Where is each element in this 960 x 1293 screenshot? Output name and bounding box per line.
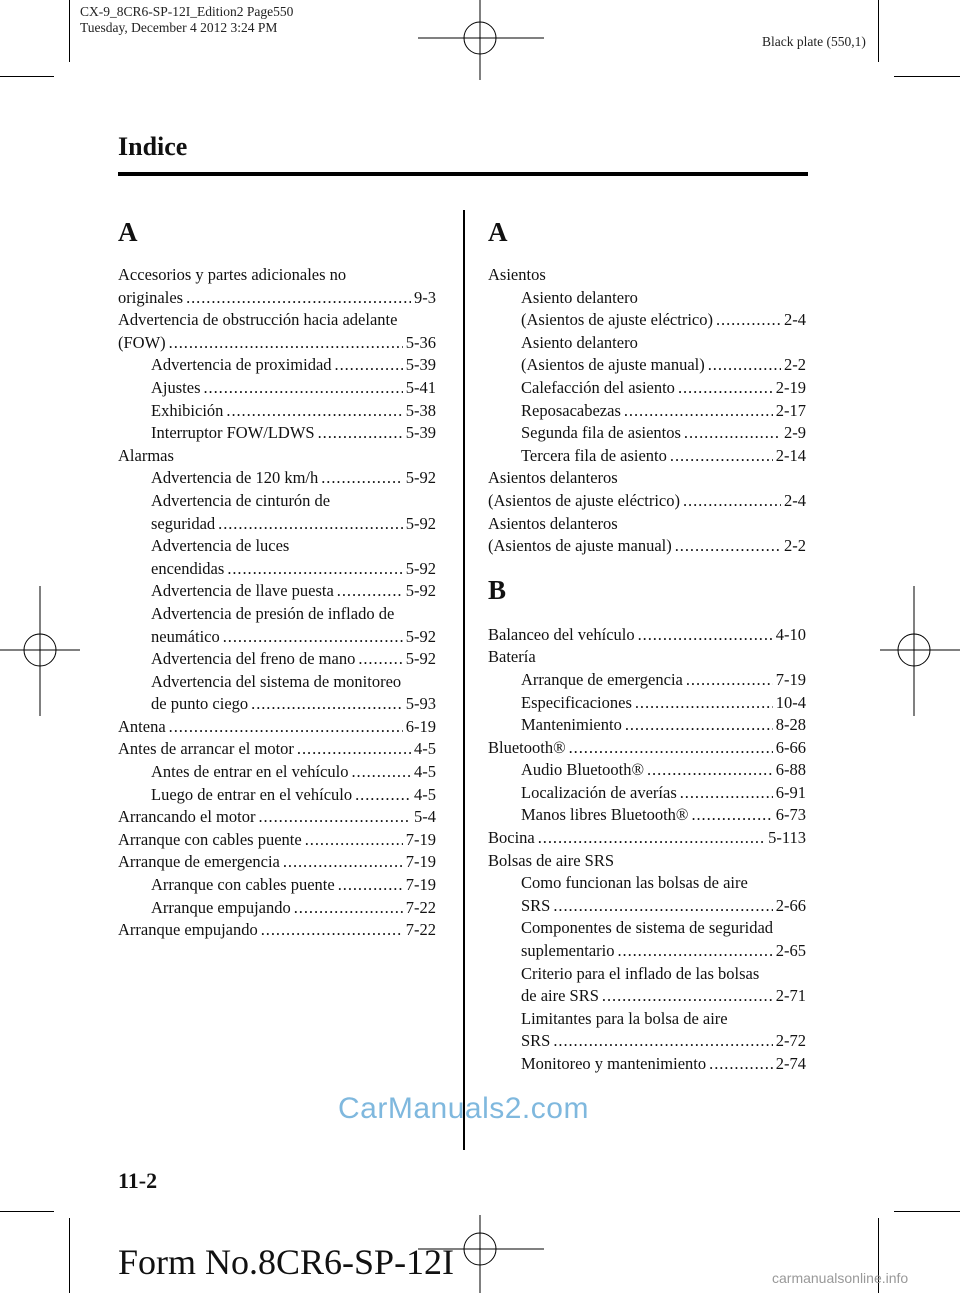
dot-leader xyxy=(218,513,403,536)
index-entry xyxy=(118,738,436,761)
dot-leader xyxy=(691,804,772,827)
entry-page-reference: 2-74 xyxy=(775,1054,806,1073)
dot-leader xyxy=(538,827,765,850)
registration-mark-left xyxy=(0,586,80,716)
index-subentry xyxy=(118,377,436,400)
registration-mark-right xyxy=(880,586,960,716)
footer-watermark: carmanualsonline.info xyxy=(772,1270,909,1286)
entry-text: Mantenimiento xyxy=(521,715,622,735)
dot-leader xyxy=(553,1030,772,1053)
entry-text: Criterio para el inflado de las bolsas xyxy=(521,963,760,983)
entry-page-reference: 5-92 xyxy=(405,649,436,669)
entry-text: (Asientos de ajuste eléctrico) xyxy=(488,490,680,510)
entry-text: Monitoreo y mantenimiento xyxy=(521,1054,707,1073)
print-job-line-2: Tuesday, December 4 2012 3:24 PM xyxy=(80,20,278,35)
entry-text: de punto ciego xyxy=(151,694,249,714)
dot-leader xyxy=(678,377,773,400)
entry-text: Segunda fila de asientos xyxy=(521,423,681,443)
entry-page-reference: 6-73 xyxy=(775,805,806,825)
index-subentry xyxy=(118,897,436,920)
index-subentry xyxy=(488,669,806,692)
entry-page-reference: 5-38 xyxy=(405,400,436,420)
dot-leader xyxy=(647,759,773,782)
entry-page-reference: 6-88 xyxy=(775,760,806,780)
entry-page-reference: 2-72 xyxy=(775,1031,806,1051)
index-entry xyxy=(488,513,806,536)
index-entry xyxy=(488,264,806,287)
entry-text: Arranque con cables puente xyxy=(151,875,335,895)
index-subentry xyxy=(488,287,806,310)
entry-page-reference: 8-28 xyxy=(775,715,806,735)
dot-leader xyxy=(337,580,403,603)
dot-leader xyxy=(569,737,773,760)
dot-leader xyxy=(261,919,403,942)
crop-mark xyxy=(0,76,54,77)
index-subentry xyxy=(488,400,806,423)
index-subentry xyxy=(488,377,806,400)
index-subentry xyxy=(118,513,436,536)
section-letter: A xyxy=(488,217,508,247)
plate-label: Black plate (550,1) xyxy=(762,34,866,49)
entry-text: Arranque de emergencia xyxy=(118,852,280,872)
dot-leader xyxy=(305,829,403,852)
dot-leader xyxy=(294,897,403,920)
index-subentry xyxy=(488,309,806,332)
entry-text: Advertencia del freno de mano xyxy=(151,649,356,669)
index-entry xyxy=(118,919,436,942)
entry-text: Balanceo del vehículo xyxy=(488,624,635,644)
index-subentry xyxy=(488,1030,806,1053)
entry-page-reference: 2-4 xyxy=(784,490,806,510)
entry-page-reference: 5-39 xyxy=(405,423,436,443)
entry-page-reference: 7-19 xyxy=(405,852,436,872)
dot-leader xyxy=(338,874,403,897)
entry-text: Advertencia de luces xyxy=(151,536,290,556)
dot-leader xyxy=(297,738,411,761)
entry-page-reference: 4-5 xyxy=(414,739,436,759)
index-subentry xyxy=(488,354,806,377)
index-entry xyxy=(488,535,806,558)
index-subentry xyxy=(488,445,806,468)
dot-leader xyxy=(675,535,781,558)
entry-page-reference: 7-19 xyxy=(405,875,436,895)
index-entry xyxy=(118,716,436,739)
index-subentry xyxy=(118,648,436,671)
entry-page-reference: 2-66 xyxy=(775,895,806,915)
dot-leader xyxy=(351,761,411,784)
dot-leader xyxy=(258,806,411,829)
index-entry xyxy=(488,737,806,760)
entry-text: Advertencia de obstrucción hacia adelante xyxy=(118,310,398,330)
dot-leader xyxy=(186,287,411,310)
dot-leader xyxy=(602,985,773,1008)
dot-leader xyxy=(716,309,781,332)
index-subentry xyxy=(118,400,436,423)
entry-text: Accesorios y partes adicionales no xyxy=(118,265,347,284)
index-entry xyxy=(488,624,806,647)
crop-mark xyxy=(0,1211,54,1212)
entry-page-reference: 4-5 xyxy=(414,762,436,782)
index-entry xyxy=(488,646,806,669)
entry-page-reference: 5-92 xyxy=(405,581,436,601)
entry-text: SRS xyxy=(521,1031,551,1051)
entry-text: Interruptor FOW/LDWS xyxy=(151,423,315,443)
dot-leader xyxy=(686,669,773,692)
dot-leader xyxy=(226,400,402,423)
index-subentry xyxy=(488,714,806,737)
index-entry xyxy=(488,490,806,513)
crop-mark xyxy=(69,1218,70,1293)
dot-leader xyxy=(553,895,772,918)
entry-page-reference: 4-10 xyxy=(775,624,806,644)
entry-text: Componentes de sistema de seguridad xyxy=(521,918,774,938)
entry-text: (FOW) xyxy=(118,332,166,352)
entry-page-reference: 5-36 xyxy=(405,332,436,352)
index-subentry xyxy=(488,895,806,918)
entry-page-reference: 7-22 xyxy=(405,897,436,917)
title-rule xyxy=(118,172,808,176)
entry-page-reference: 5-4 xyxy=(414,807,436,827)
entry-page-reference: 7-19 xyxy=(775,669,806,689)
index-subentry xyxy=(488,422,806,445)
dot-leader xyxy=(625,714,773,737)
dot-leader xyxy=(355,784,411,807)
entry-text: Exhibición xyxy=(151,400,224,420)
entry-text: Arrancando el motor xyxy=(118,807,256,827)
dot-leader xyxy=(169,716,403,739)
entry-text: (Asientos de ajuste eléctrico) xyxy=(521,310,713,330)
dot-leader xyxy=(251,693,403,716)
dot-leader xyxy=(358,648,402,671)
entry-page-reference: 6-66 xyxy=(775,737,806,757)
entry-text: Bolsas de aire SRS xyxy=(488,850,615,870)
index-subentry xyxy=(488,985,806,1008)
index-entry xyxy=(118,806,436,829)
index-subentry xyxy=(488,332,806,355)
entry-text: Asientos delanteros xyxy=(488,513,618,533)
entry-page-reference: 6-91 xyxy=(775,782,806,802)
index-subentry xyxy=(118,693,436,716)
column-divider xyxy=(463,210,465,1150)
index-subentry xyxy=(488,804,806,827)
entry-text: Luego de entrar en el vehículo xyxy=(151,784,353,804)
index-subentry xyxy=(488,872,806,895)
dot-leader xyxy=(680,782,773,805)
entry-page-reference: 2-2 xyxy=(784,355,806,375)
entry-page-reference: 2-17 xyxy=(775,400,806,420)
entry-text: Advertencia del sistema de monitoreo xyxy=(151,671,402,691)
index-subentry xyxy=(118,558,436,581)
dot-leader xyxy=(318,422,403,445)
entry-text: SRS xyxy=(521,895,551,915)
crop-mark xyxy=(878,0,879,62)
entry-text: suplementario xyxy=(521,941,615,961)
entry-page-reference: 9-3 xyxy=(414,287,436,307)
entry-page-reference: 5-92 xyxy=(405,468,436,488)
entry-page-reference: 5-41 xyxy=(405,377,436,397)
index-subentry xyxy=(118,490,436,513)
entry-text: originales xyxy=(118,287,184,307)
index-subentry xyxy=(118,761,436,784)
entry-text: Advertencia de cinturón de xyxy=(151,490,331,510)
section-letter: B xyxy=(488,574,507,605)
entry-page-reference: 5-92 xyxy=(405,558,436,578)
print-job-header xyxy=(80,4,293,36)
index-subentry xyxy=(488,782,806,805)
index-subentry xyxy=(118,354,436,377)
entry-text: Alarmas xyxy=(118,445,174,465)
dot-leader xyxy=(227,558,402,581)
index-entry xyxy=(488,850,806,873)
page-number: 11-2 xyxy=(118,1168,158,1193)
entry-text: Advertencia de 120 km/h xyxy=(151,468,319,488)
dot-leader xyxy=(683,490,781,513)
entry-text: Como funcionan las bolsas de aire xyxy=(521,873,748,893)
entry-page-reference: 10-4 xyxy=(775,692,806,712)
entry-text: Arranque empujando xyxy=(118,920,258,940)
entry-text: Asientos delanteros xyxy=(488,468,618,488)
index-subentry xyxy=(118,874,436,897)
entry-text: Advertencia de presión de inflado de xyxy=(151,603,395,623)
index-subentry xyxy=(488,759,806,782)
entry-page-reference: 5-92 xyxy=(405,513,436,533)
entry-text: Advertencia de llave puesta xyxy=(151,581,334,601)
crop-mark xyxy=(894,76,960,77)
dot-leader xyxy=(335,354,403,377)
index-subentry xyxy=(118,784,436,807)
page-title: Indice xyxy=(118,132,188,161)
entry-page-reference: 2-19 xyxy=(775,377,806,397)
index-column-right xyxy=(488,212,806,1076)
dot-leader xyxy=(169,332,403,355)
form-number: Form No.8CR6-SP-12I xyxy=(118,1242,455,1282)
entry-text: Limitantes para la bolsa de aire xyxy=(521,1008,728,1028)
crop-mark xyxy=(894,1211,960,1212)
entry-text: Tercera fila de asiento xyxy=(521,445,667,465)
print-job-line-1: CX-9_8CR6-SP-12I_Edition2 Page550 xyxy=(80,4,294,19)
entry-page-reference: 5-113 xyxy=(768,828,806,848)
index-entry xyxy=(118,851,436,874)
dot-leader xyxy=(708,354,781,377)
entry-text: Ajustes xyxy=(151,377,201,397)
entry-text: Arranque empujando xyxy=(151,897,291,917)
entry-text: Localización de averías xyxy=(521,782,677,802)
index-subentry xyxy=(488,940,806,963)
entry-text: de aire SRS xyxy=(521,986,599,1006)
index-subentry xyxy=(118,467,436,490)
index-entry xyxy=(118,309,436,332)
index-entry xyxy=(118,287,436,310)
entry-text: Antes de arrancar el motor xyxy=(118,739,294,759)
index-entry xyxy=(488,467,806,490)
entry-text: encendidas xyxy=(151,558,225,578)
index-subentry xyxy=(118,603,436,626)
entry-text: (Asientos de ajuste manual) xyxy=(488,536,672,556)
dot-leader xyxy=(617,940,772,963)
section-letter: A xyxy=(118,217,138,247)
index-subentry xyxy=(118,580,436,603)
index-subentry xyxy=(118,626,436,649)
entry-text: Arranque de emergencia xyxy=(521,669,683,689)
entry-text: Calefacción del asiento xyxy=(521,377,675,397)
registration-mark-top xyxy=(416,0,546,80)
index-subentry xyxy=(118,422,436,445)
index-entry xyxy=(118,332,436,355)
index-subentry xyxy=(118,671,436,694)
dot-leader xyxy=(204,377,403,400)
index-column-left xyxy=(118,212,436,942)
entry-text: Arranque con cables puente xyxy=(118,829,302,849)
entry-text: Batería xyxy=(488,647,536,667)
entry-page-reference: 2-71 xyxy=(775,986,806,1006)
entry-text: Antes de entrar en el vehículo xyxy=(151,762,349,782)
entry-text: Manos libres Bluetooth® xyxy=(521,805,689,825)
crop-mark xyxy=(69,0,70,62)
entry-text: Bocina xyxy=(488,828,535,848)
dot-leader xyxy=(624,400,773,423)
index-subentry xyxy=(488,692,806,715)
index-subentry xyxy=(488,1053,806,1076)
index-entry xyxy=(118,829,436,852)
entry-text: neumático xyxy=(151,626,220,646)
index-subentry xyxy=(488,963,806,986)
entry-text: Asiento delantero xyxy=(521,332,638,352)
entry-text: Bluetooth® xyxy=(488,737,566,757)
entry-page-reference: 5-39 xyxy=(405,355,436,375)
entry-page-reference: 7-19 xyxy=(405,829,436,849)
watermark: CarManuals2.com xyxy=(338,1092,589,1125)
dot-leader xyxy=(670,445,773,468)
dot-leader xyxy=(321,467,403,490)
entry-page-reference: 6-19 xyxy=(405,716,436,736)
entry-text: Advertencia de proximidad xyxy=(151,355,332,375)
entry-page-reference: 2-9 xyxy=(784,423,806,443)
index-subentry xyxy=(488,1008,806,1031)
entry-page-reference: 2-2 xyxy=(784,536,806,556)
dot-leader xyxy=(283,851,403,874)
entry-page-reference: 2-4 xyxy=(784,310,806,330)
index-subentry xyxy=(488,917,806,940)
dot-leader xyxy=(223,626,403,649)
entry-text: Audio Bluetooth® xyxy=(521,760,644,780)
dot-leader xyxy=(709,1053,773,1076)
index-entry xyxy=(118,445,436,468)
entry-text: seguridad xyxy=(151,513,216,533)
entry-text: Reposacabezas xyxy=(521,400,621,420)
entry-page-reference: 2-65 xyxy=(775,941,806,961)
entry-text: Antena xyxy=(118,716,166,736)
entry-text: (Asientos de ajuste manual) xyxy=(521,355,705,375)
entry-text: Asiento delantero xyxy=(521,287,638,307)
entry-page-reference: 7-22 xyxy=(405,920,436,940)
dot-leader xyxy=(635,692,773,715)
index-entry xyxy=(118,264,436,287)
entry-page-reference: 4-5 xyxy=(414,784,436,804)
entry-page-reference: 2-14 xyxy=(775,445,806,465)
index-entry xyxy=(488,827,806,850)
dot-leader xyxy=(684,422,781,445)
dot-leader xyxy=(638,624,773,647)
entry-text: Especificaciones xyxy=(521,692,632,712)
entry-page-reference: 5-93 xyxy=(405,694,436,714)
entry-text: Asientos xyxy=(488,265,546,284)
index-subentry xyxy=(118,535,436,558)
entry-page-reference: 5-92 xyxy=(405,626,436,646)
